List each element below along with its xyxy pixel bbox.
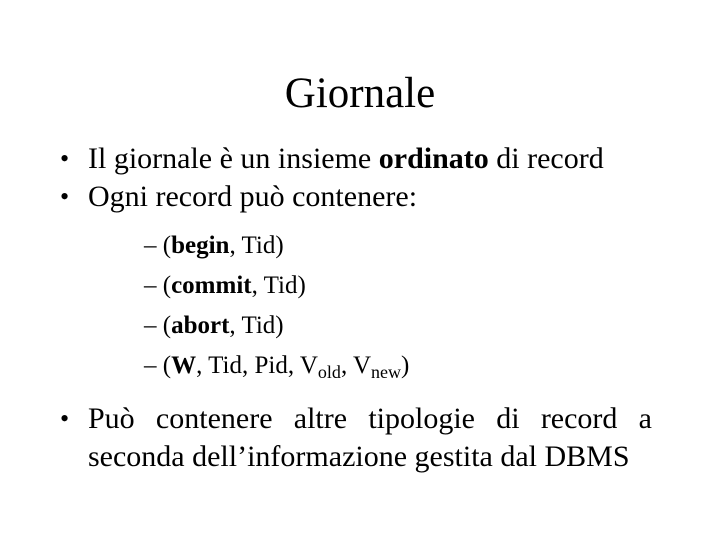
bullet-marker: • — [60, 404, 70, 433]
sub-dash: – — [144, 352, 157, 379]
sub-close: ) — [401, 352, 410, 379]
bullet-item — [60, 400, 652, 476]
bullet-list — [60, 140, 652, 476]
sub-bold: W — [171, 352, 197, 379]
sub-bold: commit — [171, 272, 252, 299]
record-commit — [144, 266, 652, 306]
sub-bold: begin — [171, 232, 230, 259]
sub-dash: – — [144, 232, 157, 259]
record-begin — [144, 226, 652, 266]
sub-rest: , Tid) — [251, 272, 306, 299]
sub-open: ( — [162, 232, 172, 259]
sub-dash: – — [144, 272, 157, 299]
bullet-marker: • — [60, 144, 70, 173]
subscript-old: old — [317, 362, 341, 383]
bullet-text: Può contenere altre tipologie di record a seconda dell’informazione gestita dal DBMS — [88, 402, 652, 473]
sub-bold: abort — [171, 312, 230, 339]
sub-dash: – — [144, 312, 157, 339]
bullet-text: di record — [488, 142, 604, 175]
bullet-item — [60, 140, 652, 178]
bullet-item — [60, 178, 652, 386]
sub-comma: , V — [340, 352, 372, 379]
bullet-text: Il giornale è un insieme — [88, 142, 379, 175]
sub-mid: , Tid, Pid, V — [196, 352, 318, 379]
record-write — [144, 346, 652, 386]
sub-open: ( — [162, 272, 172, 299]
subscript-new: new — [371, 362, 402, 383]
sub-rest: , Tid) — [229, 312, 284, 339]
record-types-list — [88, 226, 652, 386]
sub-rest: , Tid) — [229, 232, 284, 259]
sub-open: ( — [162, 352, 172, 379]
bullet-text: Ogni record può contenere: — [88, 180, 418, 213]
record-abort — [144, 306, 652, 346]
slide-title: Giornale — [284, 70, 436, 117]
bullet-marker: • — [60, 182, 70, 211]
bullet-bold-text: ordinato — [378, 142, 489, 175]
sub-open: ( — [162, 312, 172, 339]
